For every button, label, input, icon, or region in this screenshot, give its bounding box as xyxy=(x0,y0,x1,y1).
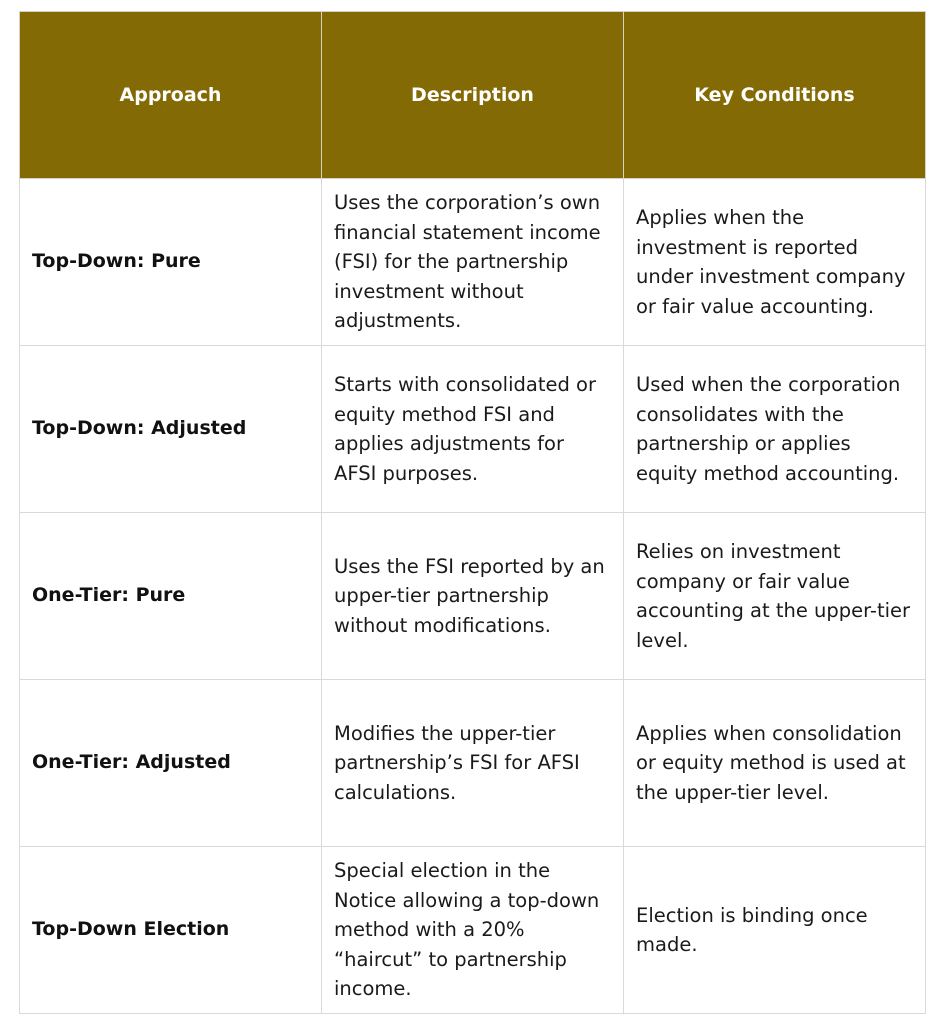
approach-cell: Top-Down Election xyxy=(20,847,322,1014)
key-conditions-cell: Relies on investment company or fair value accounting at the upper-tier level. xyxy=(624,513,926,680)
description-cell: Uses the FSI reported by an upper-tier partnership without modifications. xyxy=(322,513,624,680)
table-header xyxy=(20,12,926,179)
key-conditions-cell: Election is binding once made. xyxy=(624,847,926,1014)
header-row xyxy=(20,12,926,179)
approach-cell: Top-Down: Pure xyxy=(20,179,322,346)
table-row xyxy=(20,847,926,1014)
key-conditions-cell: Used when the corporation consolidates with the partnership or applies equity method accounting. xyxy=(624,346,926,513)
table-body xyxy=(20,179,926,1014)
table-row xyxy=(20,680,926,847)
header-key-conditions: Key Conditions xyxy=(624,12,926,179)
key-conditions-cell: Applies when the investment is reported under investment company or fair value accounting. xyxy=(624,179,926,346)
table-row xyxy=(20,179,926,346)
key-conditions-cell: Applies when consolidation or equity method is used at the upper-tier level. xyxy=(624,680,926,847)
approaches-table-container xyxy=(19,11,925,1014)
approach-cell: One-Tier: Pure xyxy=(20,513,322,680)
header-approach: Approach xyxy=(20,12,322,179)
header-description: Description xyxy=(322,12,624,179)
description-cell: Special election in the Notice allowing a top-down method with a 20% “haircut” to partnership income. xyxy=(322,847,624,1014)
approaches-table xyxy=(19,11,926,1014)
approach-cell: One-Tier: Adjusted xyxy=(20,680,322,847)
table-row xyxy=(20,346,926,513)
description-cell: Uses the corporation’s own financial statement income (FSI) for the partnership investment without adjustments. xyxy=(322,179,624,346)
description-cell: Modifies the upper-tier partnership’s FSI for AFSI calculations. xyxy=(322,680,624,847)
description-cell: Starts with consolidated or equity method FSI and applies adjustments for AFSI purposes. xyxy=(322,346,624,513)
table-row xyxy=(20,513,926,680)
approach-cell: Top-Down: Adjusted xyxy=(20,346,322,513)
